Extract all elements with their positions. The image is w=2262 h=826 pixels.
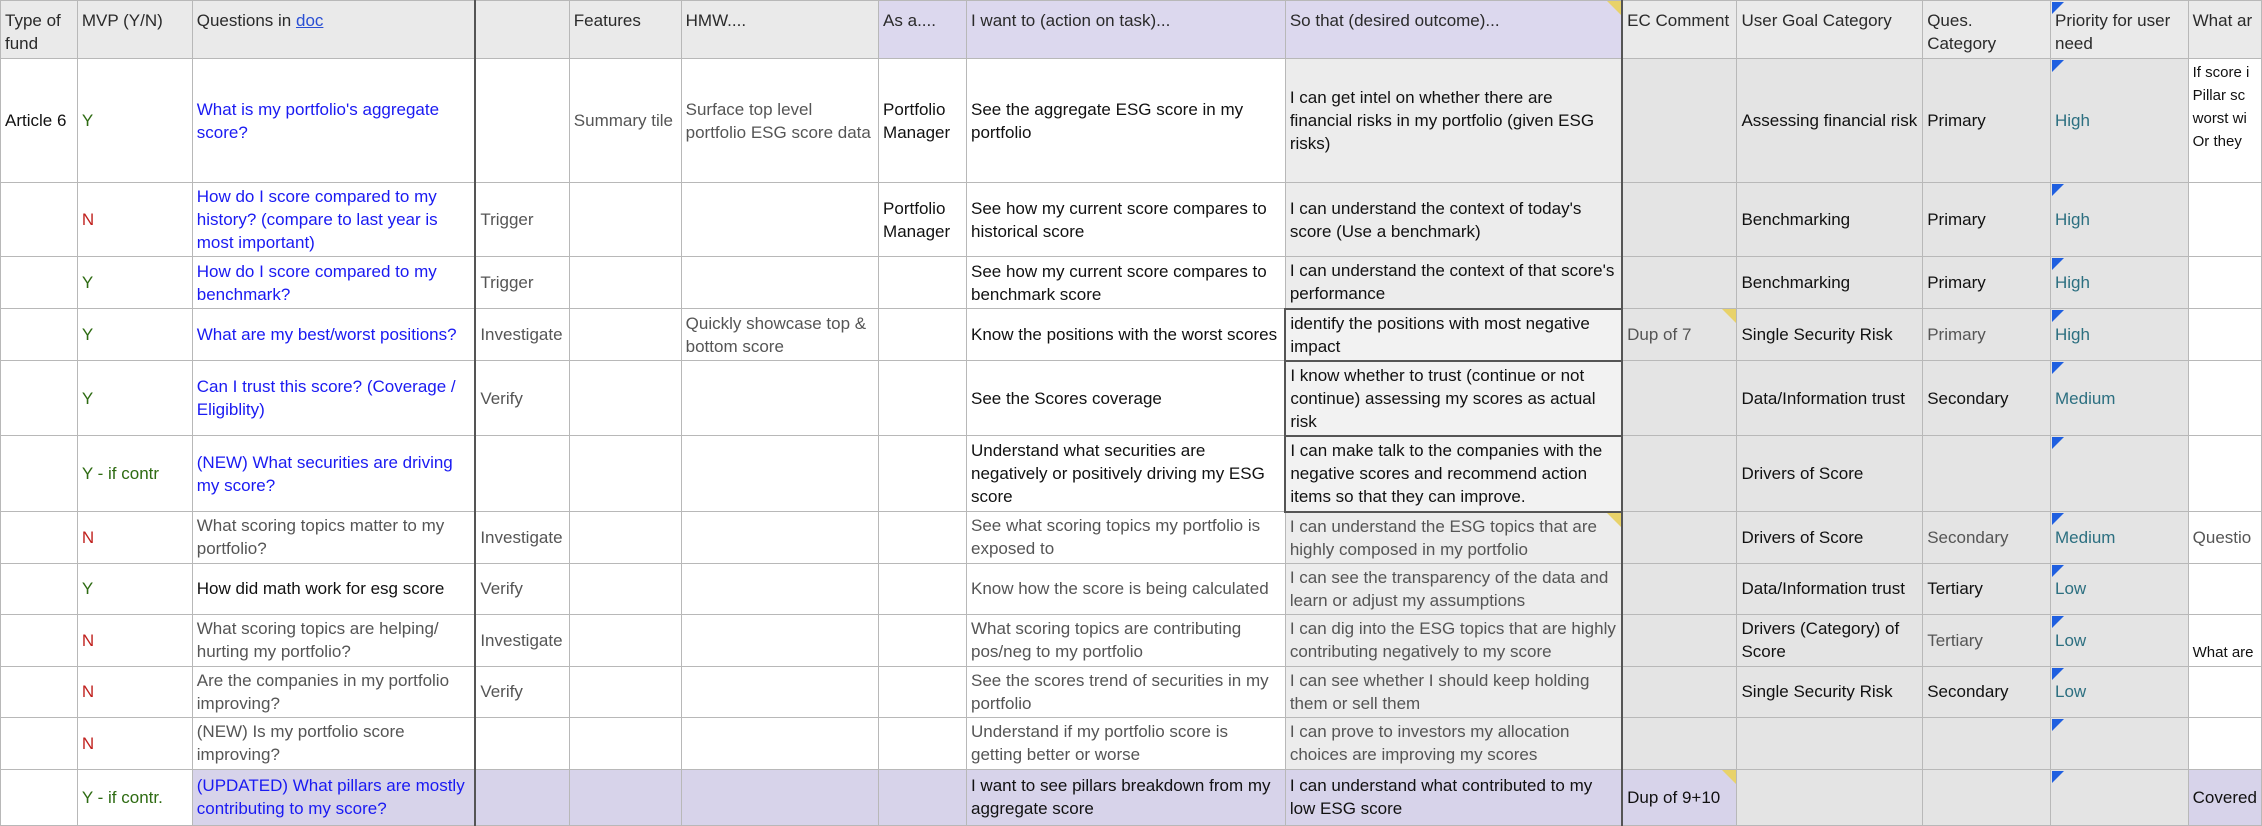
cell-hmw[interactable]: [681, 512, 878, 564]
cell-want[interactable]: Understand if my portfolio score is getting better or worse: [966, 717, 1285, 769]
cell-mvp[interactable]: Y: [77, 563, 192, 614]
header-mvp[interactable]: MVP (Y/N): [77, 1, 192, 59]
cell-ec[interactable]: [1622, 59, 1737, 183]
cell-priority[interactable]: [2051, 769, 2189, 825]
cell-qcat[interactable]: Tertiary: [1923, 614, 2051, 666]
cell-mvp[interactable]: Y - if contr: [77, 436, 192, 512]
cell-action[interactable]: Investigate: [475, 309, 569, 361]
cell-action[interactable]: Verify: [475, 361, 569, 436]
cell-what[interactable]: [2188, 717, 2261, 769]
cell-so-that[interactable]: I know whether to trust (continue or not continue) assessing my scores as actual risk: [1285, 361, 1622, 436]
cell-what[interactable]: [2188, 183, 2261, 257]
cell-hmw[interactable]: [681, 717, 878, 769]
table-row: [1, 361, 2262, 436]
cell-ec-label: Dup of 7: [1627, 325, 1692, 344]
cell-type[interactable]: [1, 666, 78, 717]
cell-want[interactable]: See the Scores coverage: [966, 361, 1285, 436]
flag-icon: [2052, 616, 2064, 628]
cell-action[interactable]: Investigate: [475, 512, 569, 564]
cell-want[interactable]: See how my current score compares to benchmark score: [966, 257, 1285, 309]
cell-as-a[interactable]: [879, 309, 967, 361]
cell-hmw[interactable]: [681, 563, 878, 614]
cell-type[interactable]: [1, 361, 78, 436]
cell-priority-label: High: [2055, 273, 2090, 292]
flag-icon: [2052, 184, 2064, 196]
cell-ec-label: Dup of 9+10: [1627, 787, 1721, 807]
cell-want[interactable]: See what scoring topics my portfolio is exposed to: [966, 512, 1285, 564]
flag-icon: [2052, 668, 2064, 680]
cell-what[interactable]: [2188, 309, 2261, 361]
cell-so-that[interactable]: I can see whether I should keep holding them or sell them: [1285, 666, 1622, 717]
doc-link[interactable]: doc: [295, 11, 324, 30]
cell-priority[interactable]: [2051, 614, 2189, 666]
cell-what[interactable]: [2188, 436, 2261, 512]
cell-want[interactable]: Know the positions with the worst scores: [966, 309, 1285, 361]
cell-so-that[interactable]: I can see the transparency of the data and learn or adjust my assumptions: [1285, 563, 1622, 614]
cell-features[interactable]: [569, 361, 681, 436]
cell-question[interactable]: What are my best/worst positions?: [192, 309, 475, 361]
cell-qcat[interactable]: [1923, 769, 2051, 825]
cell-as-a[interactable]: [879, 257, 967, 309]
cell-ec[interactable]: [1622, 436, 1737, 512]
cell-priority-label: Low: [2055, 579, 2087, 598]
cell-hmw[interactable]: Surface top level portfolio ESG score data: [681, 59, 878, 183]
cell-ec[interactable]: [1622, 361, 1737, 436]
flag-icon: [2052, 437, 2064, 449]
cell-type[interactable]: [1, 769, 78, 825]
cell-so-that[interactable]: [1285, 512, 1622, 564]
cell-ec[interactable]: [1622, 563, 1737, 614]
cell-question[interactable]: Are the companies in my portfolio improving?: [192, 666, 475, 717]
cell-want[interactable]: See the aggregate ESG score in my portfolio: [966, 59, 1285, 183]
cell-priority-label: Medium: [2055, 527, 2116, 547]
cell-priority[interactable]: [2051, 717, 2189, 769]
cell-action[interactable]: [475, 769, 569, 825]
cell-features[interactable]: [569, 614, 681, 666]
cell-priority[interactable]: [2051, 666, 2189, 717]
table-row: [1, 257, 2262, 309]
table-row: [1, 769, 2262, 825]
cell-mvp[interactable]: N: [77, 614, 192, 666]
cell-features[interactable]: [569, 563, 681, 614]
cell-so-that[interactable]: I can understand the context of that score's performance: [1285, 257, 1622, 309]
header-priority-label: Priority for user need: [2055, 11, 2171, 53]
cell-mvp[interactable]: Y: [77, 257, 192, 309]
cell-mvp[interactable]: N: [77, 666, 192, 717]
cell-mvp[interactable]: N: [77, 717, 192, 769]
cell-goal[interactable]: Data/Information trust: [1737, 361, 1923, 436]
cell-hmw[interactable]: Quickly showcase top & bottom score: [681, 309, 878, 361]
cell-type[interactable]: [1, 614, 78, 666]
cell-what[interactable]: [2188, 257, 2261, 309]
cell-what[interactable]: What are: [2188, 614, 2261, 666]
flag-icon: [2052, 2, 2064, 14]
header-ec-comment[interactable]: EC Comment: [1622, 1, 1737, 59]
cell-question[interactable]: How do I score compared to my history? (compare to last year is most important): [192, 183, 475, 257]
cell-priority[interactable]: [2051, 563, 2189, 614]
cell-mvp[interactable]: Y: [77, 309, 192, 361]
cell-priority-label: High: [2055, 111, 2090, 130]
cell-hmw[interactable]: [681, 183, 878, 257]
cell-qcat[interactable]: [1923, 436, 2051, 512]
cell-qcat[interactable]: Primary: [1923, 59, 2051, 183]
cell-as-a[interactable]: [879, 436, 967, 512]
cell-ec[interactable]: [1622, 512, 1737, 564]
cell-qcat[interactable]: Tertiary: [1923, 563, 2051, 614]
cell-priority-label: Low: [2055, 630, 2087, 650]
cell-qcat[interactable]: Secondary: [1923, 512, 2051, 564]
cell-what[interactable]: [2188, 666, 2261, 717]
cell-want[interactable]: Know how the score is being calculated: [966, 563, 1285, 614]
cell-type[interactable]: [1, 436, 78, 512]
cell-qcat[interactable]: Secondary: [1923, 361, 2051, 436]
header-priority[interactable]: [2051, 1, 2189, 59]
cell-features[interactable]: [569, 309, 681, 361]
cell-question[interactable]: What scoring topics matter to my portfolio?: [192, 512, 475, 564]
cell-priority[interactable]: [2051, 257, 2189, 309]
header-ques-category[interactable]: Ques. Category: [1923, 1, 2051, 59]
cell-what[interactable]: Questio: [2188, 512, 2261, 564]
cell-hmw[interactable]: [681, 257, 878, 309]
cell-so-that[interactable]: identify the positions with most negative impact: [1285, 309, 1622, 361]
cell-want[interactable]: Understand what securities are negatively or positively driving my ESG score: [966, 436, 1285, 512]
cell-priority[interactable]: [2051, 309, 2189, 361]
cell-so-that[interactable]: I can dig into the ESG topics that are highly contributing negatively to my score: [1285, 614, 1622, 666]
header-as-a[interactable]: As a....: [879, 1, 967, 59]
flag-icon: [2052, 362, 2064, 374]
header-questions-label: Questions in: [196, 11, 296, 30]
header-user-goal[interactable]: User Goal Category: [1737, 1, 1923, 59]
cell-question[interactable]: (UPDATED) What pillars are mostly contributing to my score?: [192, 769, 475, 825]
cell-action[interactable]: Trigger: [475, 257, 569, 309]
header-so-that-label: So that (desired outcome)...: [1289, 11, 1500, 30]
cell-so-that[interactable]: I can prove to investors my allocation choices are improving my scores: [1285, 717, 1622, 769]
flag-icon: [2052, 258, 2064, 270]
header-so-that[interactable]: [1285, 1, 1622, 59]
cell-question[interactable]: (NEW) Is my portfolio score improving?: [192, 717, 475, 769]
cell-action[interactable]: Verify: [475, 666, 569, 717]
cell-ec[interactable]: [1622, 257, 1737, 309]
table-row: [1, 183, 2262, 257]
cell-priority[interactable]: [2051, 361, 2189, 436]
cell-so-that[interactable]: I can understand what contributed to my low ESG score: [1285, 769, 1622, 825]
cell-priority[interactable]: [2051, 59, 2189, 183]
cell-so-that[interactable]: I can get intel on whether there are financial risks in my portfolio (given ESG risks): [1285, 59, 1622, 183]
cell-features[interactable]: [569, 512, 681, 564]
cell-hmw[interactable]: [681, 666, 878, 717]
header-features[interactable]: Features: [569, 1, 681, 59]
cell-question[interactable]: What is my portfolio's aggregate score?: [192, 59, 475, 183]
cell-as-a[interactable]: [879, 361, 967, 436]
cell-ec[interactable]: [1622, 666, 1737, 717]
cell-goal[interactable]: Assessing financial risk: [1737, 59, 1923, 183]
header-hmw[interactable]: HMW....: [681, 1, 878, 59]
flag-icon: [2052, 719, 2064, 731]
flag-icon: [2052, 513, 2064, 525]
comment-indicator[interactable]: [1722, 309, 1736, 323]
header-what-are[interactable]: What ar: [2188, 1, 2261, 59]
cell-type[interactable]: [1, 309, 78, 361]
cell-goal[interactable]: Benchmarking: [1737, 257, 1923, 309]
cell-type[interactable]: Article 6: [1, 59, 78, 183]
cell-as-a[interactable]: [879, 666, 967, 717]
table-row: [1, 666, 2262, 717]
cell-so-that[interactable]: I can understand the context of today's score (Use a benchmark): [1285, 183, 1622, 257]
table-row: [1, 512, 2262, 564]
cell-hmw[interactable]: [681, 769, 878, 825]
cell-goal[interactable]: Single Security Risk: [1737, 666, 1923, 717]
cell-features[interactable]: [569, 666, 681, 717]
cell-as-a[interactable]: Portfolio Manager: [879, 183, 967, 257]
cell-action[interactable]: [475, 717, 569, 769]
cell-type[interactable]: [1, 512, 78, 564]
cell-goal[interactable]: Drivers of Score: [1737, 512, 1923, 564]
cell-want[interactable]: See how my current score compares to historical score: [966, 183, 1285, 257]
cell-so-that[interactable]: I can make talk to the companies with the negative scores and recommend action items so that they can improve.: [1285, 436, 1622, 512]
cell-type[interactable]: [1, 257, 78, 309]
cell-action[interactable]: [475, 436, 569, 512]
flag-icon: [2052, 60, 2064, 72]
cell-want[interactable]: I want to see pillars breakdown from my aggregate score: [966, 769, 1285, 825]
table-row: [1, 717, 2262, 769]
cell-question[interactable]: How did math work for esg score: [192, 563, 475, 614]
cell-ec[interactable]: [1622, 769, 1737, 825]
cell-goal[interactable]: [1737, 717, 1923, 769]
cell-ec[interactable]: [1622, 309, 1737, 361]
cell-mvp[interactable]: N: [77, 512, 192, 564]
cell-priority-label: High: [2055, 210, 2090, 229]
cell-action[interactable]: [475, 59, 569, 183]
cell-qcat[interactable]: Primary: [1923, 309, 2051, 361]
cell-type[interactable]: [1, 183, 78, 257]
cell-action[interactable]: Trigger: [475, 183, 569, 257]
cell-what[interactable]: [2188, 563, 2261, 614]
cell-priority[interactable]: [2051, 183, 2189, 257]
cell-as-a[interactable]: [879, 769, 967, 825]
cell-mvp[interactable]: N: [77, 183, 192, 257]
cell-goal[interactable]: Drivers (Category) of Score: [1737, 614, 1923, 666]
cell-ec[interactable]: [1622, 183, 1737, 257]
cell-features[interactable]: [569, 769, 681, 825]
cell-priority[interactable]: [2051, 436, 2189, 512]
cell-ec[interactable]: [1622, 717, 1737, 769]
cell-action[interactable]: Verify: [475, 563, 569, 614]
cell-priority-label: High: [2055, 325, 2090, 344]
cell-as-a[interactable]: [879, 563, 967, 614]
cell-action[interactable]: Investigate: [475, 614, 569, 666]
table-row: [1, 59, 2262, 183]
cell-features[interactable]: [569, 183, 681, 257]
cell-qcat[interactable]: Primary: [1923, 183, 2051, 257]
cell-what[interactable]: [2188, 361, 2261, 436]
table-row: [1, 309, 2262, 361]
cell-what[interactable]: Covered: [2188, 769, 2261, 825]
cell-qcat[interactable]: Secondary: [1923, 666, 2051, 717]
comment-indicator[interactable]: [1722, 770, 1736, 784]
cell-question[interactable]: What scoring topics are helping/ hurting my portfolio?: [192, 614, 475, 666]
comment-indicator[interactable]: [1607, 513, 1621, 527]
cell-priority-label: Low: [2055, 682, 2087, 701]
header-questions[interactable]: [192, 1, 475, 59]
cell-features[interactable]: Summary tile: [569, 59, 681, 183]
cell-goal[interactable]: Single Security Risk: [1737, 309, 1923, 361]
cell-mvp[interactable]: Y: [77, 59, 192, 183]
cell-qcat[interactable]: [1923, 717, 2051, 769]
cell-qcat[interactable]: Primary: [1923, 257, 2051, 309]
header-type-of-fund[interactable]: Type of fund: [1, 1, 78, 59]
cell-features[interactable]: [569, 717, 681, 769]
cell-type[interactable]: [1, 563, 78, 614]
cell-so-that-label: I can understand the ESG topics that are highly composed in my portfolio: [1289, 516, 1597, 559]
table-row: [1, 614, 2262, 666]
flag-icon: [2052, 771, 2064, 783]
cell-want[interactable]: See the scores trend of securities in my portfolio: [966, 666, 1285, 717]
cell-type[interactable]: [1, 717, 78, 769]
header-blank[interactable]: [475, 1, 569, 59]
cell-ec[interactable]: [1622, 614, 1737, 666]
cell-as-a[interactable]: [879, 614, 967, 666]
cell-hmw[interactable]: [681, 614, 878, 666]
flag-icon: [2052, 565, 2064, 577]
cell-question[interactable]: How do I score compared to my benchmark?: [192, 257, 475, 309]
table-row: [1, 563, 2262, 614]
flag-icon: [2052, 310, 2064, 322]
cell-hmw[interactable]: [681, 361, 878, 436]
cell-features[interactable]: [569, 257, 681, 309]
cell-question[interactable]: Can I trust this score? (Coverage / Eligiblity): [192, 361, 475, 436]
cell-goal[interactable]: Benchmarking: [1737, 183, 1923, 257]
comment-indicator[interactable]: [1607, 1, 1621, 15]
cell-what[interactable]: If score i Pillar sc worst wi Or they: [2188, 59, 2261, 183]
cell-as-a[interactable]: [879, 717, 967, 769]
table-row: [1, 436, 2262, 512]
cell-hmw[interactable]: [681, 436, 878, 512]
cell-goal[interactable]: [1737, 769, 1923, 825]
cell-as-a[interactable]: [879, 512, 967, 564]
cell-goal[interactable]: Drivers of Score: [1737, 436, 1923, 512]
header-i-want-to[interactable]: I want to (action on task)...: [966, 1, 1285, 59]
cell-goal[interactable]: Data/Information trust: [1737, 563, 1923, 614]
cell-priority-label: Medium: [2055, 388, 2116, 408]
cell-features[interactable]: [569, 436, 681, 512]
cell-mvp[interactable]: Y: [77, 361, 192, 436]
cell-question[interactable]: (NEW) What securities are driving my score?: [192, 436, 475, 512]
cell-mvp[interactable]: Y - if contr.: [77, 769, 192, 825]
cell-as-a[interactable]: Portfolio Manager: [879, 59, 967, 183]
cell-priority[interactable]: [2051, 512, 2189, 564]
cell-want[interactable]: What scoring topics are contributing pos/neg to my portfolio: [966, 614, 1285, 666]
